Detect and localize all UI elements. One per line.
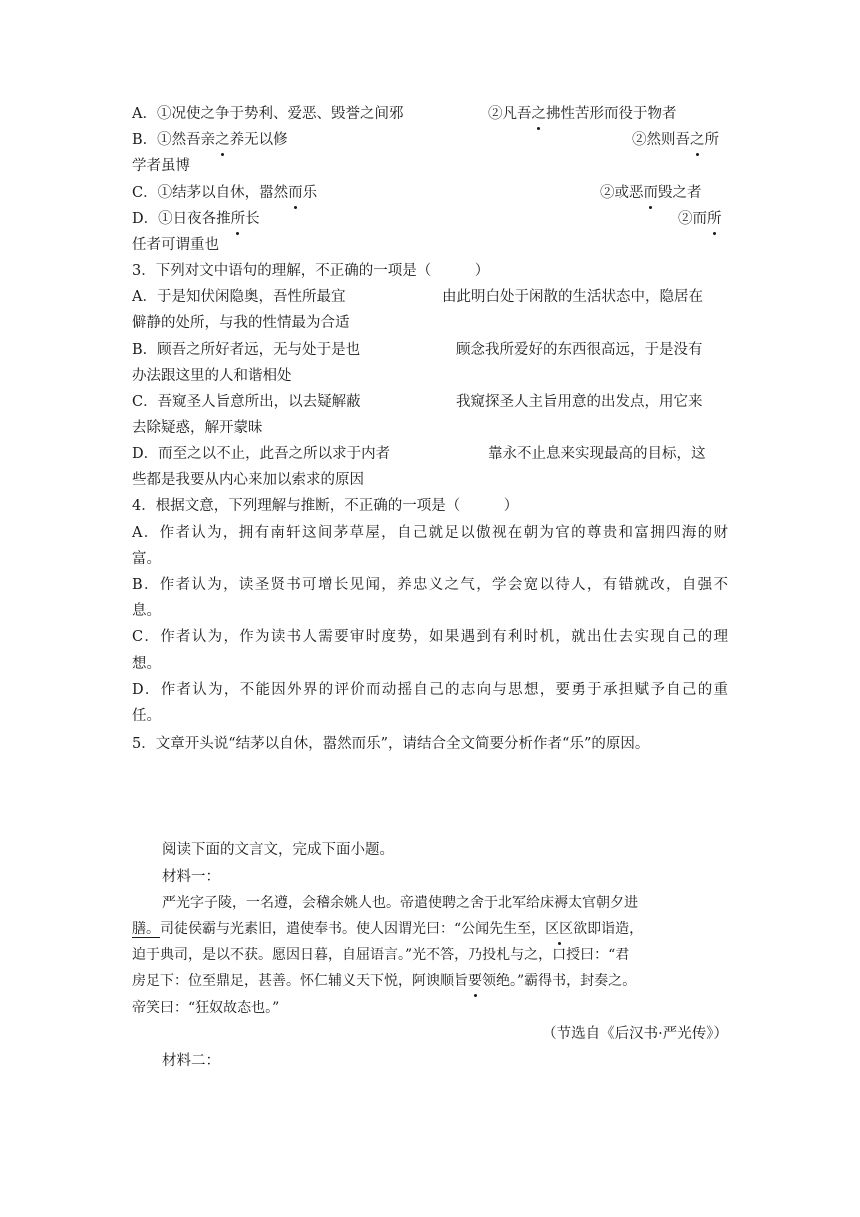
emphasis-dot-char: 所 xyxy=(707,206,722,232)
q3-option-d-cont: 些都是我要从内心来加以索求的原因 xyxy=(132,472,364,488)
passage-line-2: 膳。司徒侯霸与光素旧，遣使奉书。使人因谓光曰：“公闻先生至，区区欲即诣造， xyxy=(132,916,728,942)
q3-option-b[interactable]: B．顾吾之所好者远，无与处于是也 顾念我所爱好的东西很高远，于是没有 xyxy=(132,342,703,358)
q2-a-s2: ②凡吾之拂性苦形而役于物者 xyxy=(488,101,677,127)
q4-stem: 4．根据文意，下列理解与推断，不正确的一项是（ ） xyxy=(132,498,519,514)
q3-option-c-cont: 去除疑惑，解开蒙昧 xyxy=(132,420,263,436)
q4-option-c-cont: 想。 xyxy=(132,656,161,672)
q4-option-a-cont: 富。 xyxy=(132,551,161,567)
material-one-label: 材料一： xyxy=(162,869,220,885)
emphasis-dot-char: 区区 xyxy=(545,916,573,942)
emphasis-dot-char: 而 xyxy=(288,180,303,206)
emphasis-dot-char: 要 xyxy=(468,968,482,994)
q2-option-b[interactable]: B．①然吾亲之养无以修 ②然则吾之所 xyxy=(132,127,728,153)
material-two-label: 材料二： xyxy=(162,1053,220,1069)
q2-option-d-cont: 任者可谓重也 xyxy=(132,237,219,253)
q3-option-d[interactable]: D．而至之以不止，此吾之所以求于内者 靠永不止息来实现最高的目标，这 xyxy=(132,446,706,462)
passage-line-5: 帝笑曰：“狂奴故态也。” xyxy=(132,1000,280,1016)
q2-option-d[interactable]: D．①日夜各推所长 ②而所 xyxy=(132,206,728,232)
q4-option-b[interactable]: B．作者认为，读圣贤书可增长见闻，养忠义之气，学会宽以待人，有错就改，自强不 xyxy=(132,577,728,593)
emphasis-dot-char: 之 xyxy=(532,101,547,127)
passage-line-3: 迫于典司，是以不获。愿因日暮，自屈语言。”光不答，乃投札与之，口授曰：“君 xyxy=(132,947,630,963)
emphasis-dot-char: 之 xyxy=(215,127,230,153)
q3-option-a[interactable]: A．于是知伏闲隐奥，吾性所最宜 由此明白处于闲散的生活状态中，隐居在 xyxy=(132,289,703,305)
q4-option-a[interactable]: A．作者认为，拥有南轩这间茅草屋，自己就足以傲视在朝为官的尊贵和富拥四海的财 xyxy=(132,525,728,541)
q3-option-b-cont: 办法跟这里的人和谐相处 xyxy=(132,368,292,384)
emphasis-dot-char: 而 xyxy=(644,180,659,206)
q4-option-b-cont: 息。 xyxy=(132,603,161,619)
q3-stem: 3．下列对文中语句的理解，不正确的一项是（ ） xyxy=(132,263,490,279)
passage-line-1: 严光字子陵，一名遵，会稽余姚人也。帝遣使聘之舍于北军给床褥太官朝夕进 xyxy=(162,895,638,911)
q2-option-a[interactable] xyxy=(132,101,728,127)
q4-option-d-cont: 任。 xyxy=(132,708,161,724)
emphasis-dot-char: 之 xyxy=(690,127,705,153)
q4-option-d[interactable]: D．作者认为，不能因外界的评价而动摇自己的志向与思想，要勇于承担赋予自己的重 xyxy=(132,682,728,698)
q2-a-s1: A．①况使之争于势利、爱恶、毁誉之间邪 xyxy=(132,106,404,122)
q3-option-a-cont: 僻静的处所，与我的性情最为合适 xyxy=(132,315,350,331)
q2-option-b-cont: 学者虽博 xyxy=(132,158,190,174)
q2-option-c[interactable]: C．①结茅以自休，嚣然而乐 ②或恶而毁之者 xyxy=(132,180,728,206)
emphasis-dot-char: 所 xyxy=(231,206,246,232)
underlined-text: 膳。 xyxy=(132,921,160,937)
q3-option-c[interactable]: C．吾窥圣人旨意所出，以去疑解蔽 我窥探圣人主旨用意的出发点，用它来 xyxy=(132,394,703,410)
passage-line-4: 房足下：位至鼎足，甚善。怀仁辅义天下悦，阿谀顺旨要领绝。”霸得书，封奏之。 xyxy=(132,968,728,994)
q5-stem: 5．文章开头说“结茅以自休，嚣然而乐”，请结合全文简要分析作者“乐”的原因。 xyxy=(132,736,650,752)
passage-source: （节选自《后汉书·严光传》） xyxy=(542,1026,728,1042)
q4-option-c[interactable]: C．作者认为，作为读书人需要审时度势，如果遇到有利时机，就出仕去实现自己的理 xyxy=(132,629,728,645)
reading-intro: 阅读下面的文言文，完成下面小题。 xyxy=(162,842,394,858)
